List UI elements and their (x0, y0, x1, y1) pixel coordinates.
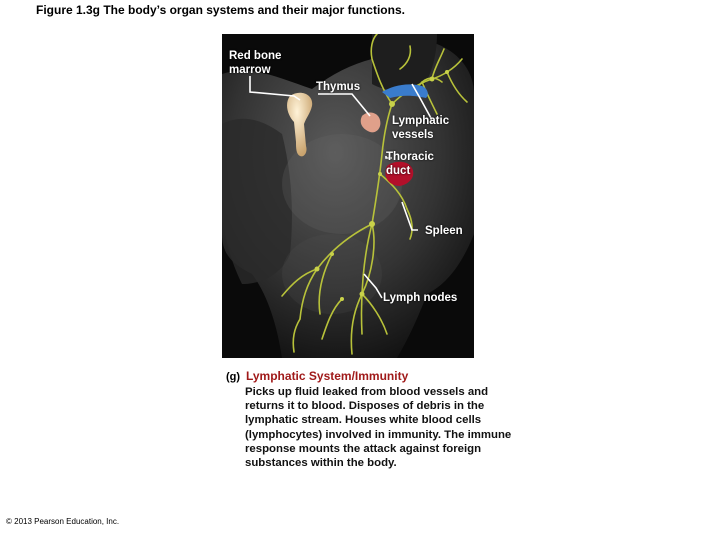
left-arm-silhouette (222, 119, 292, 284)
label-lymphatic-vessels: Lymphatic vessels (392, 115, 450, 141)
label-red-bone-marrow: Red bone marrow (229, 50, 282, 76)
label-thymus: Thymus (316, 81, 361, 93)
copyright-notice: © 2013 Pearson Education, Inc. (6, 517, 120, 526)
caption-heading: Lymphatic System/Immunity (246, 369, 409, 383)
figure-title: Figure 1.3g The body’s organ systems and their major functions. (36, 3, 405, 17)
caption-text: Picks up fluid leaked from blood vessels and returns it to blood. Disposes of debris in the lymphatic stream. Houses white blood cells (lymphocytes) involved in immunity. The immune response mounts the attack against foreign substances within the body. (245, 386, 512, 470)
caption-letter: (g) (226, 371, 241, 383)
label-spleen: Spleen (425, 225, 463, 237)
label-thoracic-duct: Thoracic duct (386, 151, 434, 177)
label-lymph-nodes: Lymph nodes (383, 292, 458, 304)
